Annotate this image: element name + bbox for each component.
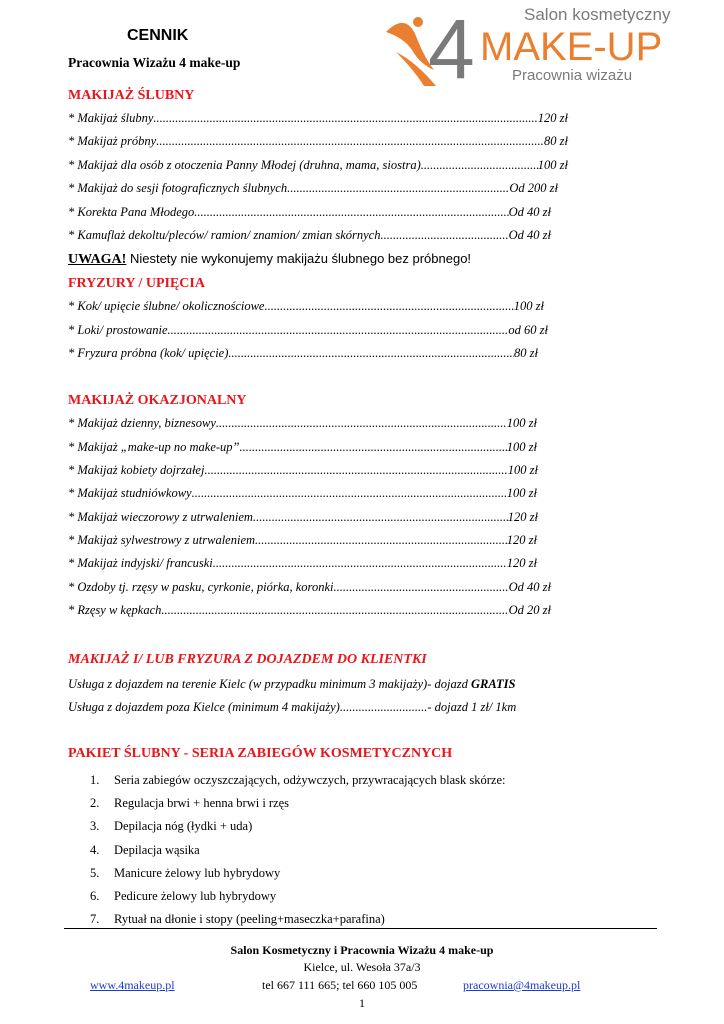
leader-dots — [216, 416, 507, 431]
price-item — [68, 533, 537, 548]
list-text: Seria zabiegów oczyszczających, odżywczych, przywracających blask skórze: — [114, 773, 506, 787]
footer-address: Kielce, ul. Wesoła 37a/3 — [303, 960, 421, 974]
list-item — [90, 889, 505, 912]
price-item — [68, 580, 551, 595]
leader-dots — [161, 603, 508, 618]
travel-line — [68, 677, 515, 692]
item-name: * Kamuflaż dekoltu/pleców/ ramion/ znamion/ zmian skórnych — [68, 228, 381, 242]
brand-logo — [376, 2, 688, 88]
item-price: od 60 zł — [508, 323, 548, 337]
list-number: 2. — [90, 796, 100, 811]
item-price: Od 200 zł — [509, 181, 558, 195]
list-item — [90, 796, 505, 819]
item-price: 80 zł — [514, 346, 538, 360]
list-number: 6. — [90, 888, 100, 903]
price-item — [68, 416, 537, 431]
list-number: 4. — [90, 842, 100, 857]
page-number: 1 — [359, 996, 365, 1010]
item-price: 100 zł — [537, 158, 568, 172]
price-item — [68, 346, 538, 361]
leader-dots — [380, 228, 508, 243]
list-number: 1. — [90, 773, 100, 787]
email-link[interactable]: pracownia@4makeup.pl — [463, 978, 581, 992]
list-text: Regulacja brwi + henna brwi i rzęs — [114, 796, 290, 811]
leader-dots — [333, 580, 508, 595]
section-title-hair: FRYZURY / UPIĘCIA — [68, 276, 205, 291]
leader-dots — [253, 510, 508, 525]
item-price: Od 40 zł — [508, 205, 551, 219]
logo-graphic — [376, 2, 688, 88]
logo-tagline-top: Salon kosmetyczny — [524, 5, 671, 24]
item-price: 100 zł — [507, 463, 538, 477]
item-price: 120 zł — [506, 556, 537, 570]
item-name: * Makijaż dzienny, biznesowy — [68, 416, 216, 430]
list-text: Rytuał na dłonie i stopy (peeling+maseczka+parafina) — [114, 912, 385, 927]
leader-dots — [213, 556, 507, 571]
list-number: 7. — [90, 912, 100, 927]
logo-brand-text: MAKE-UP — [480, 25, 663, 69]
leader-dots — [255, 533, 507, 548]
footer-divider — [64, 928, 657, 929]
item-price: Od 40 zł — [508, 580, 551, 594]
item-price: 120 zł — [507, 510, 538, 524]
leader-dots — [194, 205, 508, 220]
logo-number: 4 — [428, 2, 475, 88]
item-name: * Makijaż sylwestrowy z utrwaleniem — [68, 533, 256, 547]
item-name: * Korekta Pana Młodego — [68, 205, 195, 219]
item-name: * Makijaż wieczorowy z utrwaleniem — [68, 510, 253, 524]
item-name: * Makijaż indyjski/ francuski — [68, 556, 213, 570]
leader-dots — [204, 463, 507, 478]
list-item — [90, 773, 505, 796]
section-title-wedding-makeup: MAKIJAŻ ŚLUBNY — [68, 88, 195, 103]
item-price: 80 zł — [544, 134, 568, 148]
page-subtitle: Pracownia Wizażu 4 make-up — [68, 55, 241, 70]
travel-free-label: GRATIS — [470, 677, 516, 691]
list-number: 5. — [90, 865, 100, 880]
price-item — [68, 158, 568, 173]
item-price: Od 20 zł — [508, 603, 551, 617]
warning-text: Niestety nie wykonujemy makijażu ślubnego bez próbnego! — [126, 251, 472, 266]
price-item — [68, 205, 551, 220]
item-name: * Makijaż do sesji fotograficznych ślubnych — [68, 181, 288, 195]
price-item — [68, 134, 568, 149]
website-link[interactable]: www.4makeup.pl — [90, 978, 175, 992]
item-name: * Rzęsy w kępkach — [68, 603, 162, 617]
list-text: Depilacja nóg (łydki + uda) — [114, 819, 253, 834]
list-item — [90, 843, 505, 866]
package-list — [90, 773, 505, 935]
item-name: * Loki/ prostowanie — [68, 323, 168, 337]
price-item — [68, 463, 538, 478]
travel-line: Usługa z dojazdem poza Kielce (minimum 4 makijaży)............................- dojazd 1 zł/ 1km — [68, 700, 517, 714]
price-item — [68, 603, 551, 618]
list-text: Depilacja wąsika — [114, 842, 200, 857]
leader-dots — [168, 323, 509, 338]
leader-dots — [192, 486, 507, 501]
item-name: * Makijaż studniówkowy — [68, 486, 192, 500]
price-item — [68, 556, 537, 571]
item-name: * Kok/ upięcie ślubne/ okolicznościowe — [68, 299, 265, 313]
footer-phones: tel 667 111 665; tel 660 105 005 — [262, 978, 418, 992]
warning-label: UWAGA! — [68, 252, 127, 267]
section-title-occasional-makeup: MAKIJAŻ OKAZJONALNY — [68, 393, 247, 408]
item-price: 100 zł — [506, 416, 537, 430]
list-item — [90, 912, 505, 935]
leader-dots — [421, 158, 538, 173]
price-item — [68, 228, 551, 243]
price-item — [68, 486, 537, 501]
item-name: * Makijaż dla osób z otoczenia Panny Młodej (druhna, mama, siostra) — [68, 158, 421, 172]
price-item — [68, 510, 538, 525]
list-item — [90, 866, 505, 889]
item-name: * Ozdoby tj. rzęsy w pasku, cyrkonie, piórka, koronki — [68, 580, 334, 594]
footer-company: Salon Kosmetyczny i Pracownia Wizażu 4 make-up — [230, 943, 494, 957]
section-title-package: PAKIET ŚLUBNY - SERIA ZABIEGÓW KOSMETYCZNYCH — [68, 746, 453, 761]
leader-dots — [156, 134, 544, 149]
price-item — [68, 111, 568, 126]
leader-dots — [264, 299, 513, 314]
item-price: 100 zł — [506, 486, 537, 500]
item-price: 100 zł — [513, 299, 544, 313]
page-title: CENNIK — [127, 27, 189, 44]
price-item — [68, 323, 548, 338]
item-price: 120 zł — [506, 533, 537, 547]
leader-dots — [240, 440, 507, 455]
logo-figure-head — [413, 17, 423, 27]
travel-line-text: Usługa z dojazdem na terenie Kielc (w przypadku minimum 3 makijaży)- dojazd — [68, 677, 471, 691]
item-name: * Makijaż kobiety dojrzałej — [68, 463, 205, 477]
price-item — [68, 440, 537, 455]
item-price: 120 zł — [537, 111, 568, 125]
warning-note — [68, 251, 471, 268]
list-text: Pedicure żelowy lub hybrydowy — [114, 888, 277, 903]
list-text: Manicure żelowy lub hybrydowy — [114, 865, 281, 880]
leader-dots — [153, 111, 537, 126]
item-name: * Makijaż „make-up no make-up” — [68, 440, 240, 454]
section-title-travel: MAKIJAŻ I/ LUB FRYZURA Z DOJAZDEM DO KLIENTKI — [68, 652, 427, 667]
leader-dots — [228, 346, 514, 361]
item-name: * Fryzura próbna (kok/ upięcie) — [68, 346, 229, 360]
list-item — [90, 819, 505, 842]
item-name: * Makijaż próbny — [68, 134, 157, 148]
price-item — [68, 181, 558, 196]
leader-dots — [287, 181, 509, 196]
price-item — [68, 299, 544, 314]
item-name: * Makijaż ślubny — [68, 111, 154, 125]
item-price: 100 zł — [506, 440, 537, 454]
list-number: 3. — [90, 819, 100, 834]
logo-tagline-bottom: Pracownia wizażu — [512, 67, 633, 84]
item-price: Od 40 zł — [508, 228, 551, 242]
